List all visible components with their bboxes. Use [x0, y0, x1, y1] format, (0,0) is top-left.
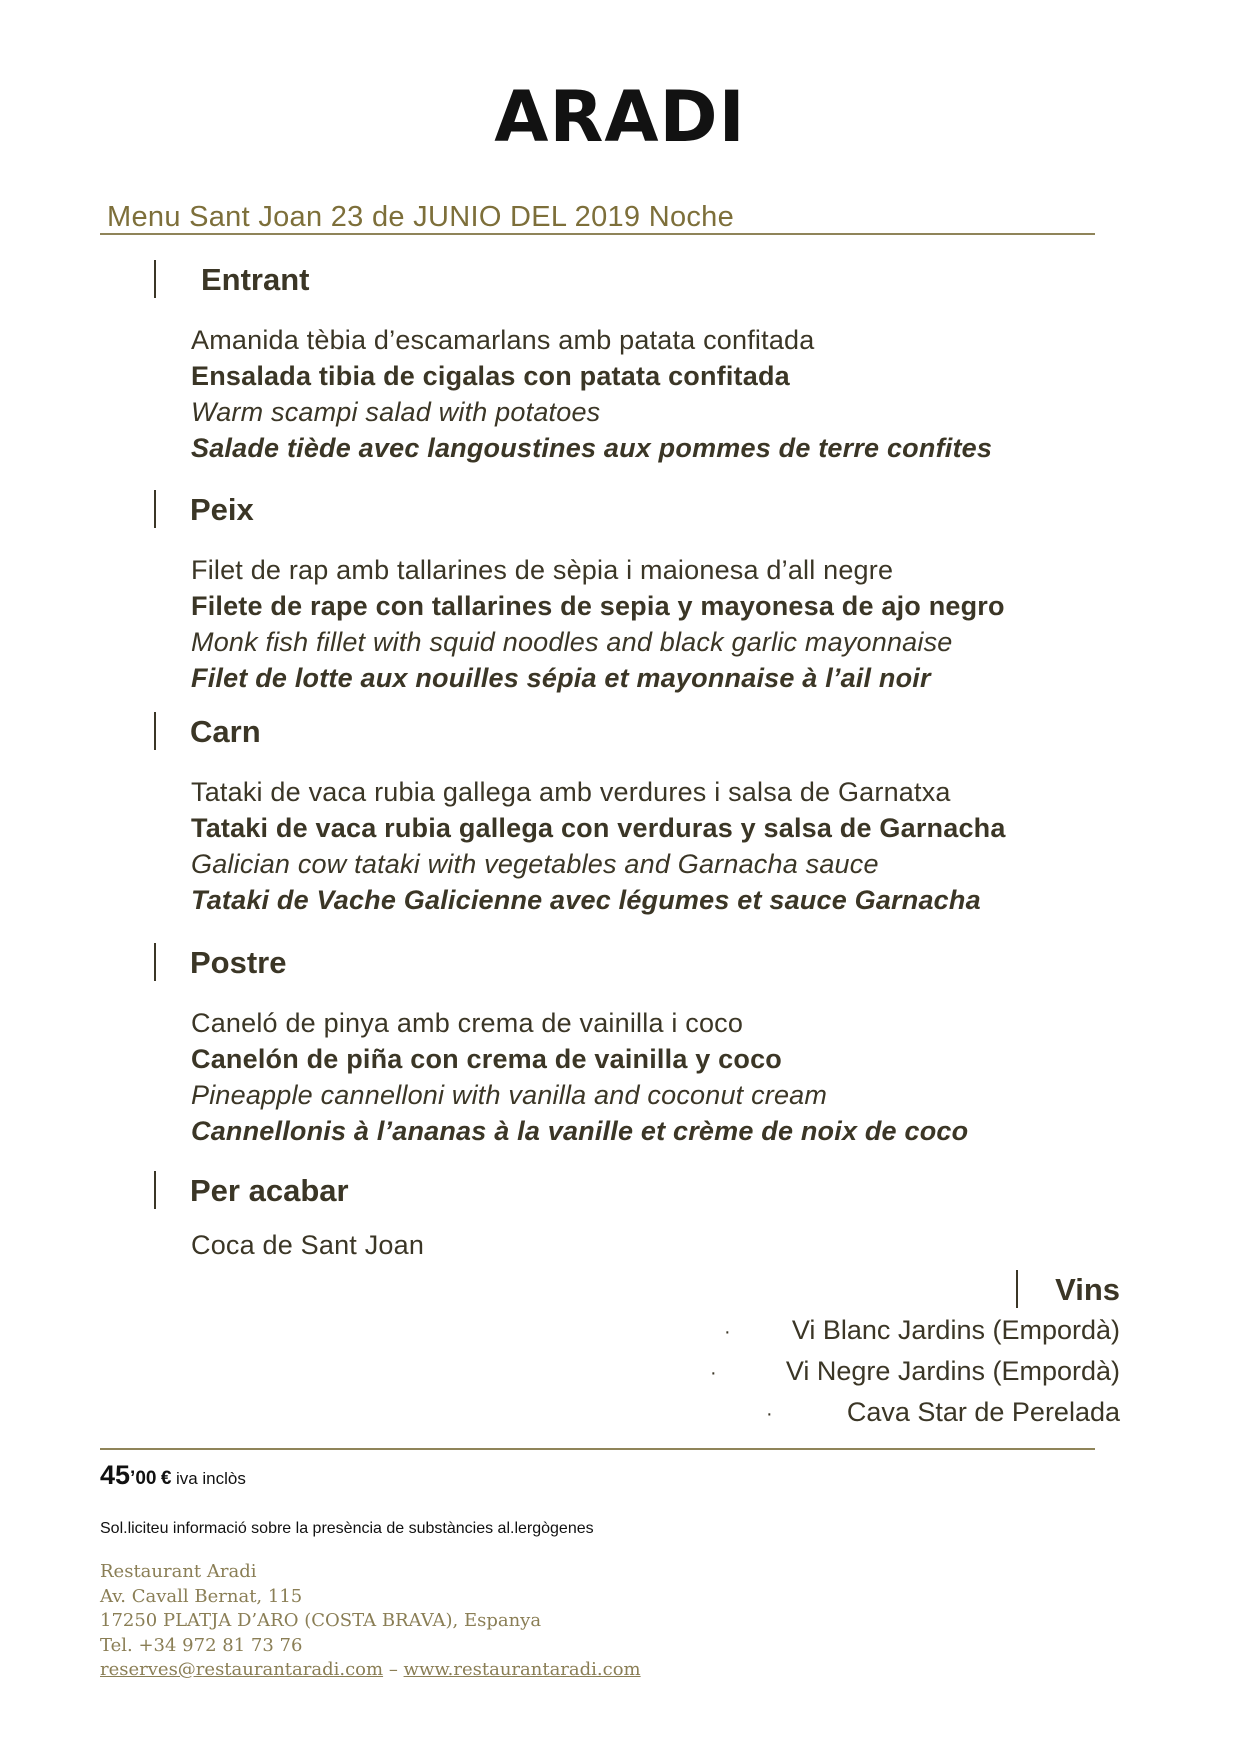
section-header — [154, 488, 1005, 532]
email-link[interactable]: reserves@restaurantaradi.com — [100, 1659, 384, 1680]
dish-list — [191, 1005, 968, 1149]
phone: Tel. +34 972 81 73 76 — [100, 1634, 303, 1656]
wine-item: Vi Blanc Jardins (Empordà) — [791, 1315, 1120, 1345]
dish-spanish: Filete de rape con tallarines de sepia y mayonesa de ajo negro — [191, 591, 1005, 621]
section-carn — [154, 710, 1006, 918]
dish-english: Monk fish fillet with squid noodles and black garlic mayonnaise — [191, 627, 953, 657]
wine-bar — [1016, 1270, 1018, 1308]
section-bar — [154, 712, 156, 750]
brand-logo: ARADI — [494, 76, 746, 158]
allergen-note: Sol.liciteu informació sobre la presència de substàncies al.lergògenes — [100, 1520, 594, 1537]
bullet-icon: · — [766, 1403, 773, 1425]
bottom-divider — [100, 1448, 1095, 1450]
dish-french: Filet de lotte aux nouilles sépia et mayonnaise à l’ail noir — [191, 663, 931, 693]
section-bar — [154, 1171, 156, 1209]
section-title: Carn — [190, 714, 261, 749]
wine-list — [600, 1270, 1120, 1427]
dish-catalan: Amanida tèbia d’escamarlans amb patata confitada — [191, 325, 815, 355]
dish-catalan: Caneló de pinya amb crema de vainilla i coco — [191, 1008, 744, 1038]
dish-spanish: Tataki de vaca rubia gallega con verduras y salsa de Garnacha — [191, 813, 1006, 843]
website-link[interactable]: www.restaurantaradi.com — [403, 1659, 641, 1680]
price-main: 45 — [100, 1460, 131, 1490]
dish-catalan: Tataki de vaca rubia gallega amb verdures i salsa de Garnatxa — [191, 777, 951, 807]
section-header — [154, 941, 968, 985]
dish-list — [191, 774, 1006, 918]
section-title: Entrant — [201, 262, 310, 297]
dish-spanish: Ensalada tibia de cigalas con patata confitada — [191, 361, 790, 391]
section-header — [154, 258, 992, 302]
section-bar — [154, 943, 156, 981]
city: 17250 PLATJA D’ARO (COSTA BRAVA), Espanya — [100, 1610, 542, 1631]
wine-item: Cava Star de Perelada — [846, 1397, 1120, 1427]
price-cents: ’00 — [130, 1468, 157, 1489]
section-bar — [154, 260, 156, 298]
section-title: Postre — [190, 945, 287, 980]
dish-list — [191, 1227, 424, 1263]
price-note: iva inclòs — [175, 1469, 246, 1488]
section-peix — [154, 488, 1005, 696]
dish-list — [191, 322, 992, 466]
section-bar — [154, 490, 156, 528]
link-separator: – — [388, 1659, 398, 1680]
section-entrant — [154, 258, 992, 466]
dish-french: Salade tiède avec langoustines aux pommes de terre confites — [191, 433, 993, 463]
bullet-icon: · — [724, 1321, 731, 1343]
top-divider — [100, 233, 1095, 235]
section-per-acabar — [154, 1169, 424, 1263]
dish-french: Tataki de Vache Galicienne avec légumes et sauce Garnacha — [191, 885, 981, 915]
dish-catalan: Filet de rap amb tallarines de sèpia i maionesa d’all negre — [191, 555, 894, 585]
dish-english: Warm scampi salad with potatoes — [191, 397, 601, 427]
dish-spanish: Canelón de piña con crema de vainilla y coco — [191, 1044, 782, 1074]
wine-item: Vi Negre Jardins (Empordà) — [785, 1356, 1120, 1386]
dish-english: Pineapple cannelloni with vanilla and coconut cream — [191, 1080, 828, 1110]
section-header — [154, 1169, 424, 1213]
wine-header — [600, 1270, 1120, 1310]
section-title: Peix — [190, 492, 254, 527]
price-currency: € — [160, 1468, 172, 1489]
menu-subtitle: Menu Sant Joan 23 de JUNIO DEL 2019 Noche — [107, 201, 735, 233]
street: Av. Cavall Bernat, 115 — [100, 1585, 303, 1607]
price — [100, 1460, 246, 1491]
dish-english: Galician cow tataki with vegetables and Garnacha sauce — [191, 849, 879, 879]
restaurant-name: Restaurant Aradi — [100, 1561, 257, 1582]
dish-catalan: Coca de Sant Joan — [191, 1230, 425, 1260]
section-postre — [154, 941, 968, 1149]
section-title: Per acabar — [190, 1173, 349, 1208]
wine-title: Vins — [1055, 1272, 1120, 1307]
dish-french: Cannellonis à l’ananas à la vanille et crème de noix de coco — [191, 1116, 969, 1146]
address-block — [100, 1560, 641, 1683]
bullet-icon: · — [710, 1362, 717, 1384]
dish-list — [191, 552, 1005, 696]
contact-links — [100, 1658, 641, 1683]
section-header — [154, 710, 1006, 754]
